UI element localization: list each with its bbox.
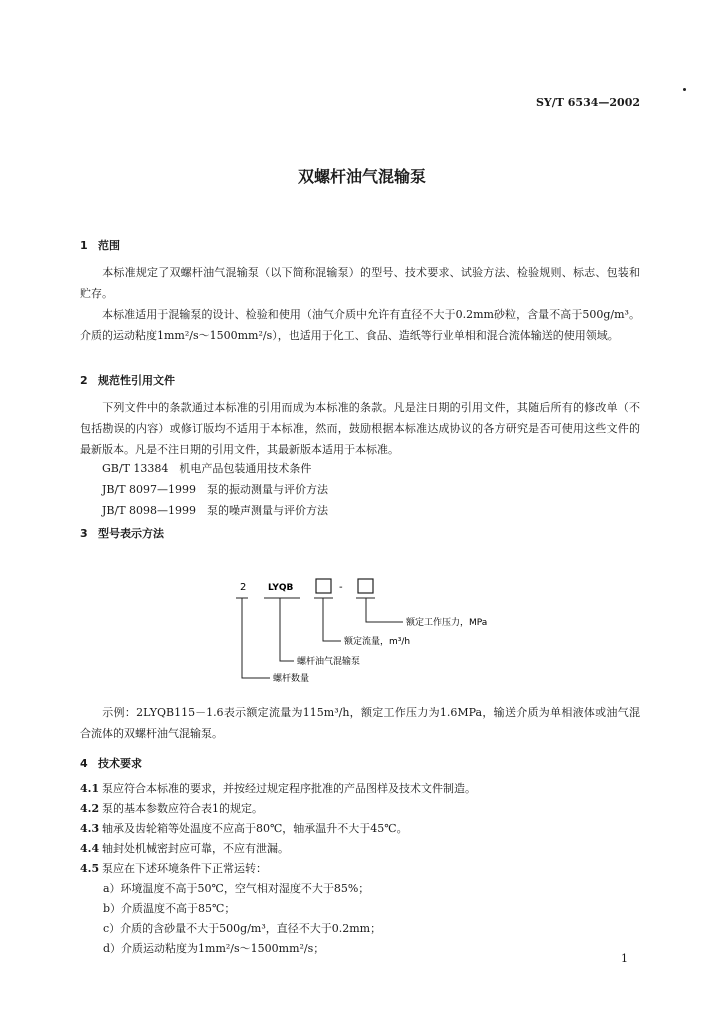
model-designation-diagram bbox=[220, 570, 540, 690]
section-4-heading bbox=[80, 755, 142, 771]
clause-text: 泵应在下述环境条件下正常运转： bbox=[102, 862, 267, 875]
paragraph-text: 下列文件中的条款通过本标准的引用而成为本标准的条款。凡是注日期的引用文件，其随后所有的修改单（不包括勘误的内容）或修订版均不适用于本标准，然而，鼓励根据本标准达成协议的各方研究是否可使用这些文件的最新版本。凡是不注日期的引用文件，其最新版本适用于本标准。 bbox=[80, 401, 640, 456]
paragraph-text: 示例：2LYQB115－1.6表示额定流量为115m³/h，额定工作压力为1.6MPa，输送介质为单相液体或油气混合流体的双螺杆油气混输泵。 bbox=[80, 706, 640, 740]
reference-item: GB/T 13384 机电产品包装通用技术条件 bbox=[102, 462, 312, 475]
condition-b: b）介质温度不高于85℃； bbox=[103, 902, 236, 915]
scan-mark bbox=[683, 88, 686, 91]
condition-d: d）介质运动粘度为1mm²/s～1500mm²/s； bbox=[103, 942, 325, 955]
section-1-paragraph-1 bbox=[80, 262, 640, 304]
pump-leader bbox=[280, 598, 294, 661]
clause-4-3 bbox=[80, 820, 408, 836]
clause-4-4 bbox=[80, 840, 289, 856]
clause-text: 泵的基本参数应符合表1的规定。 bbox=[102, 802, 263, 815]
section-1-heading bbox=[80, 237, 120, 253]
section-title: 型号表示方法 bbox=[98, 527, 164, 540]
screws-leader bbox=[242, 598, 270, 678]
diagram-dash: - bbox=[339, 582, 343, 593]
clause-4-2 bbox=[80, 800, 263, 816]
flow-box bbox=[316, 579, 331, 593]
pressure-leader bbox=[366, 598, 403, 622]
section-title: 规范性引用文件 bbox=[98, 374, 175, 387]
label-pressure: 额定工作压力，MPa bbox=[406, 618, 488, 628]
section-number: 4 bbox=[80, 757, 88, 770]
section-number: 3 bbox=[80, 527, 88, 540]
section-2-paragraph-1 bbox=[80, 397, 640, 460]
section-1-paragraph-2 bbox=[80, 304, 640, 346]
condition-c: c）介质的含砂量不大于500g/m³，直径不大于0.2mm； bbox=[103, 922, 382, 935]
clause-number: 4.3 bbox=[80, 822, 100, 835]
section-number: 2 bbox=[80, 374, 88, 387]
standard-number: SY/T 6534—2002 bbox=[535, 96, 640, 109]
diagram-prefix: 2 bbox=[240, 582, 247, 593]
clause-4-1 bbox=[80, 780, 476, 796]
clause-text: 泵应符合本标准的要求，并按经过规定程序批准的产品图样及技术文件制造。 bbox=[102, 782, 476, 795]
condition-a: a）环境温度不高于50℃，空气相对湿度不大于85%； bbox=[103, 882, 370, 895]
pressure-box bbox=[358, 579, 373, 593]
clause-number: 4.1 bbox=[80, 782, 100, 795]
section-3-example bbox=[80, 702, 640, 744]
section-title: 技术要求 bbox=[98, 757, 142, 770]
label-pump: 螺杆油气混输泵 bbox=[297, 657, 361, 667]
section-2-heading bbox=[80, 372, 175, 388]
clause-text: 轴封处机械密封应可靠，不应有泄漏。 bbox=[102, 842, 289, 855]
reference-item: JB/T 8097—1999 泵的振动测量与评价方法 bbox=[102, 483, 329, 496]
reference-item: JB/T 8098—1999 泵的噪声测量与评价方法 bbox=[102, 504, 329, 517]
paragraph-text: 本标准规定了双螺杆油气混输泵（以下简称混输泵）的型号、技术要求、试验方法、检验规则、标志、包装和贮存。 bbox=[80, 266, 640, 300]
flow-leader bbox=[323, 598, 341, 641]
section-number: 1 bbox=[80, 239, 88, 252]
clause-4-5 bbox=[80, 860, 267, 876]
paragraph-text: 本标准适用于混输泵的设计、检验和使用（油气介质中允许有直径不大于0.2mm砂粒，含量不高于500g/m³。介质的运动粘度1mm²/s～1500mm²/s），也适用于化工、食品、造纸等行业单相和混合流体输送的使用领域。 bbox=[80, 308, 640, 342]
label-screws: 螺杆数量 bbox=[273, 674, 310, 684]
section-title: 范围 bbox=[98, 239, 120, 252]
clause-number: 4.5 bbox=[80, 862, 100, 875]
document-title: 双螺杆油气混输泵 bbox=[297, 167, 426, 186]
clause-text: 轴承及齿轮箱等处温度不应高于80℃，轴承温升不大于45℃。 bbox=[102, 822, 408, 835]
clause-number: 4.2 bbox=[80, 802, 100, 815]
label-flow: 额定流量，m³/h bbox=[344, 637, 411, 647]
section-3-heading bbox=[80, 525, 164, 541]
clause-number: 4.4 bbox=[80, 842, 100, 855]
diagram-code: LYQB bbox=[268, 583, 294, 593]
page-number: 1 bbox=[621, 952, 628, 965]
